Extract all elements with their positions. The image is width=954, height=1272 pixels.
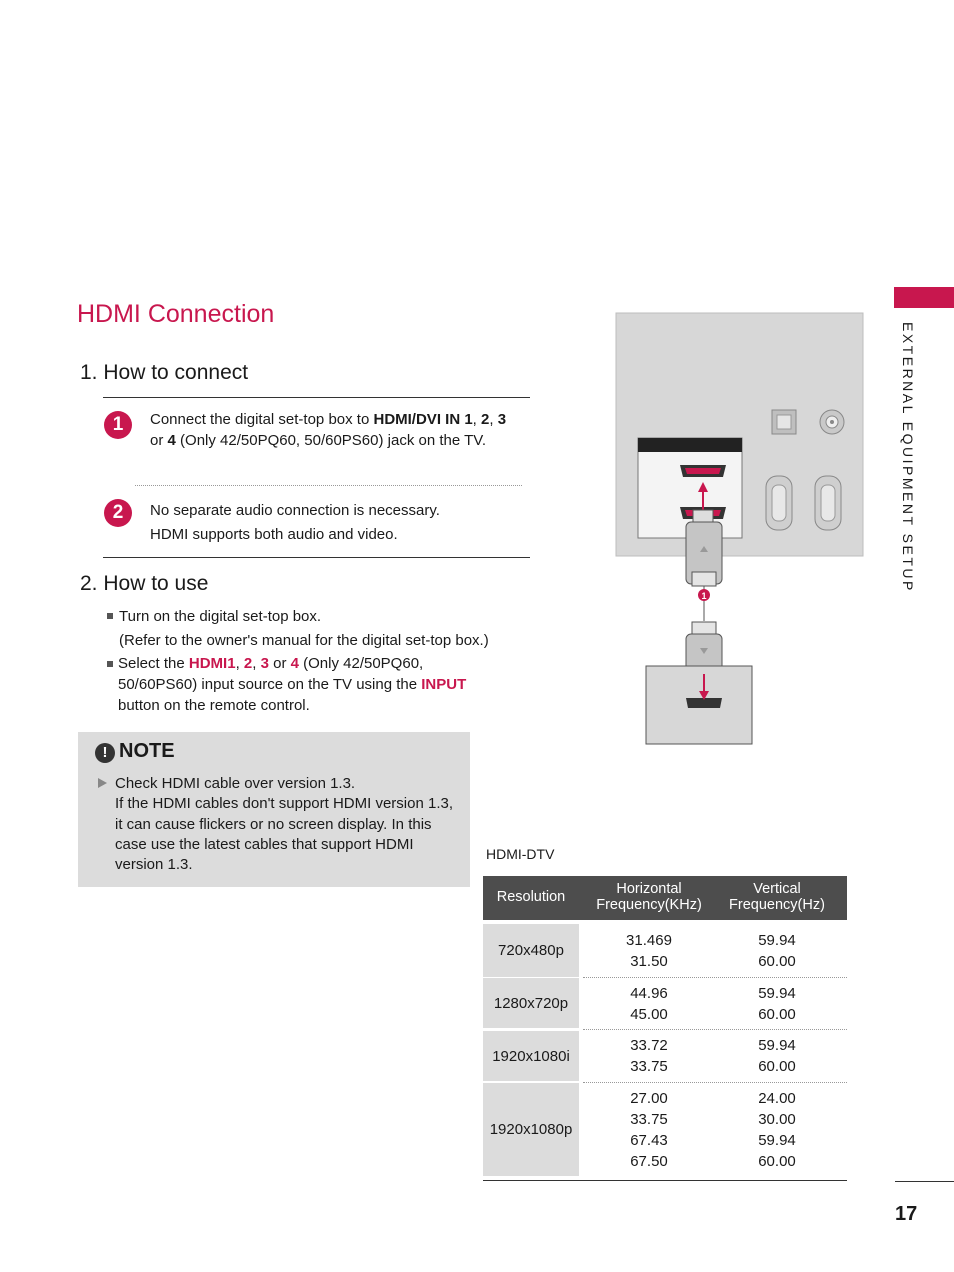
page-number-rule [895, 1181, 954, 1182]
note-title: NOTE [119, 740, 175, 762]
bullet-2-prefix: Select the [118, 655, 189, 672]
cell: 60.00 [758, 1006, 796, 1023]
cell: 67.50 [630, 1153, 668, 1170]
hdmi-connection-diagram [610, 310, 870, 750]
table-row-vertical [717, 1088, 837, 1172]
rs232-port-inner [821, 485, 835, 521]
dotted-divider [135, 485, 522, 486]
divider [103, 397, 530, 398]
cell: 60.00 [758, 953, 796, 970]
bullet-2-middle: (Only 42/50PQ60, 50/60PS60) input source on the TV using the [118, 655, 424, 693]
cell: 59.94 [758, 1132, 796, 1149]
coax-port-pin [830, 420, 834, 424]
cell: 33.75 [630, 1111, 668, 1128]
table-label: HDMI-DTV [486, 846, 555, 862]
page-number: 17 [895, 1203, 918, 1225]
separator: , [235, 655, 244, 672]
cell: 45.00 [630, 1006, 668, 1023]
row-divider [583, 977, 847, 978]
cell: 67.43 [630, 1132, 668, 1149]
arrow-right-icon [98, 778, 107, 788]
table-bottom-rule [483, 1180, 847, 1181]
cable-badge-number: 1 [701, 591, 707, 601]
hdmi1-label: HDMI1 [188, 655, 236, 672]
or-text: or [268, 655, 291, 672]
side-tab-text: EXTERNAL EQUIPMENT SETUP [900, 322, 916, 593]
separator: , [252, 655, 261, 672]
or-text: or [150, 432, 164, 449]
header-vertical-line-1: Vertical [753, 881, 801, 897]
table-row-horizontal [589, 930, 709, 972]
page-title: HDMI Connection [77, 300, 275, 328]
bullet-icon [107, 661, 113, 667]
table-row-resolution: 1920x1080p [483, 1083, 579, 1176]
step-1-text [150, 409, 522, 451]
header-vertical [717, 881, 837, 913]
bullet-icon [107, 613, 113, 619]
hdmi-panel-header [638, 438, 742, 452]
cell: 31.469 [626, 932, 672, 949]
bullet-1-line-1: Turn on the digital set-top box. [119, 608, 322, 625]
table-row-resolution: 720x480p [483, 924, 579, 977]
divider [103, 557, 530, 558]
step-1-badge: 1 [104, 411, 132, 439]
jack-2-label: 2 [481, 411, 490, 428]
table-row-horizontal [589, 983, 709, 1025]
table-row-resolution: 1920x1080i [483, 1031, 579, 1081]
cell: 60.00 [758, 1153, 796, 1170]
separator: , [489, 411, 494, 428]
cell: 60.00 [758, 1058, 796, 1075]
cell: 33.72 [630, 1037, 668, 1054]
note-text [115, 774, 460, 875]
plug-grip [692, 572, 716, 586]
header-horizontal [589, 881, 709, 913]
table-row-horizontal [589, 1035, 709, 1077]
bullet-2-suffix: button on the remote control. [118, 697, 310, 714]
header-resolution: Resolution [496, 889, 566, 905]
row-divider [583, 1029, 847, 1030]
cell: 33.75 [630, 1058, 668, 1075]
rgb-port-inner [772, 485, 786, 521]
header-vertical-line-2: Frequency(Hz) [729, 897, 825, 913]
how-to-use-bullet-2 [118, 653, 498, 716]
hdmi-3-label: 3 [260, 655, 269, 672]
side-tab-marker [894, 287, 954, 308]
note-line-2: If the HDMI cables don't support HDMI version 1.3, it can cause flickers or no screen display. In this case use the latest cables that support HDMI version 1.3. [115, 795, 454, 874]
table-header [483, 876, 847, 920]
table-row-vertical [717, 930, 837, 972]
step-2-badge: 2 [104, 499, 132, 527]
hdmi-2-label: 2 [243, 655, 253, 672]
cell: 44.96 [630, 985, 668, 1002]
jack-4-label: 4 [167, 432, 176, 449]
exclamation-icon: ! [95, 743, 115, 763]
how-to-use-heading: 2. How to use [80, 572, 209, 595]
bullet-1-line-2: (Refer to the owner's manual for the digital set-top box.) [119, 632, 489, 649]
optical-port-inner [777, 415, 791, 429]
header-horizontal-line-1: Horizontal [616, 881, 682, 897]
row-divider [583, 1082, 847, 1083]
cell: 59.94 [758, 985, 796, 1002]
hdmi-dvi-in-jack-label: HDMI/DVI IN 1 [373, 411, 473, 428]
header-horizontal-line-2: Frequency(KHz) [596, 897, 702, 913]
cell: 27.00 [630, 1090, 668, 1107]
step-1-text-suffix: (Only 42/50PQ60, 50/60PS60) jack on the TV. [180, 432, 487, 449]
step-2-line-2: HDMI supports both audio and video. [150, 526, 398, 543]
hdmi-port-pins [685, 468, 721, 474]
hdmi-4-label: 4 [290, 655, 299, 672]
cell: 30.00 [758, 1111, 796, 1128]
note-line-1: Check HDMI cable over version 1.3. [115, 775, 356, 792]
step-1-text-prefix: Connect the digital set-top box to [150, 411, 374, 428]
table-row-vertical [717, 983, 837, 1025]
table-row-horizontal [589, 1088, 709, 1172]
table-row-vertical [717, 1035, 837, 1077]
input-button-label: INPUT [421, 676, 467, 693]
note-box [78, 732, 470, 887]
step-2-text [150, 499, 522, 547]
separator: , [472, 411, 477, 428]
how-to-connect-heading: 1. How to connect [80, 361, 249, 384]
cell: 59.94 [758, 1037, 796, 1054]
cell: 24.00 [758, 1090, 796, 1107]
jack-3-label: 3 [497, 411, 507, 428]
table-row-resolution: 1280x720p [483, 978, 579, 1028]
cell: 31.50 [630, 953, 668, 970]
cell: 59.94 [758, 932, 796, 949]
step-2-line-1: No separate audio connection is necessary. [150, 502, 440, 519]
how-to-use-bullet-1 [107, 605, 527, 653]
